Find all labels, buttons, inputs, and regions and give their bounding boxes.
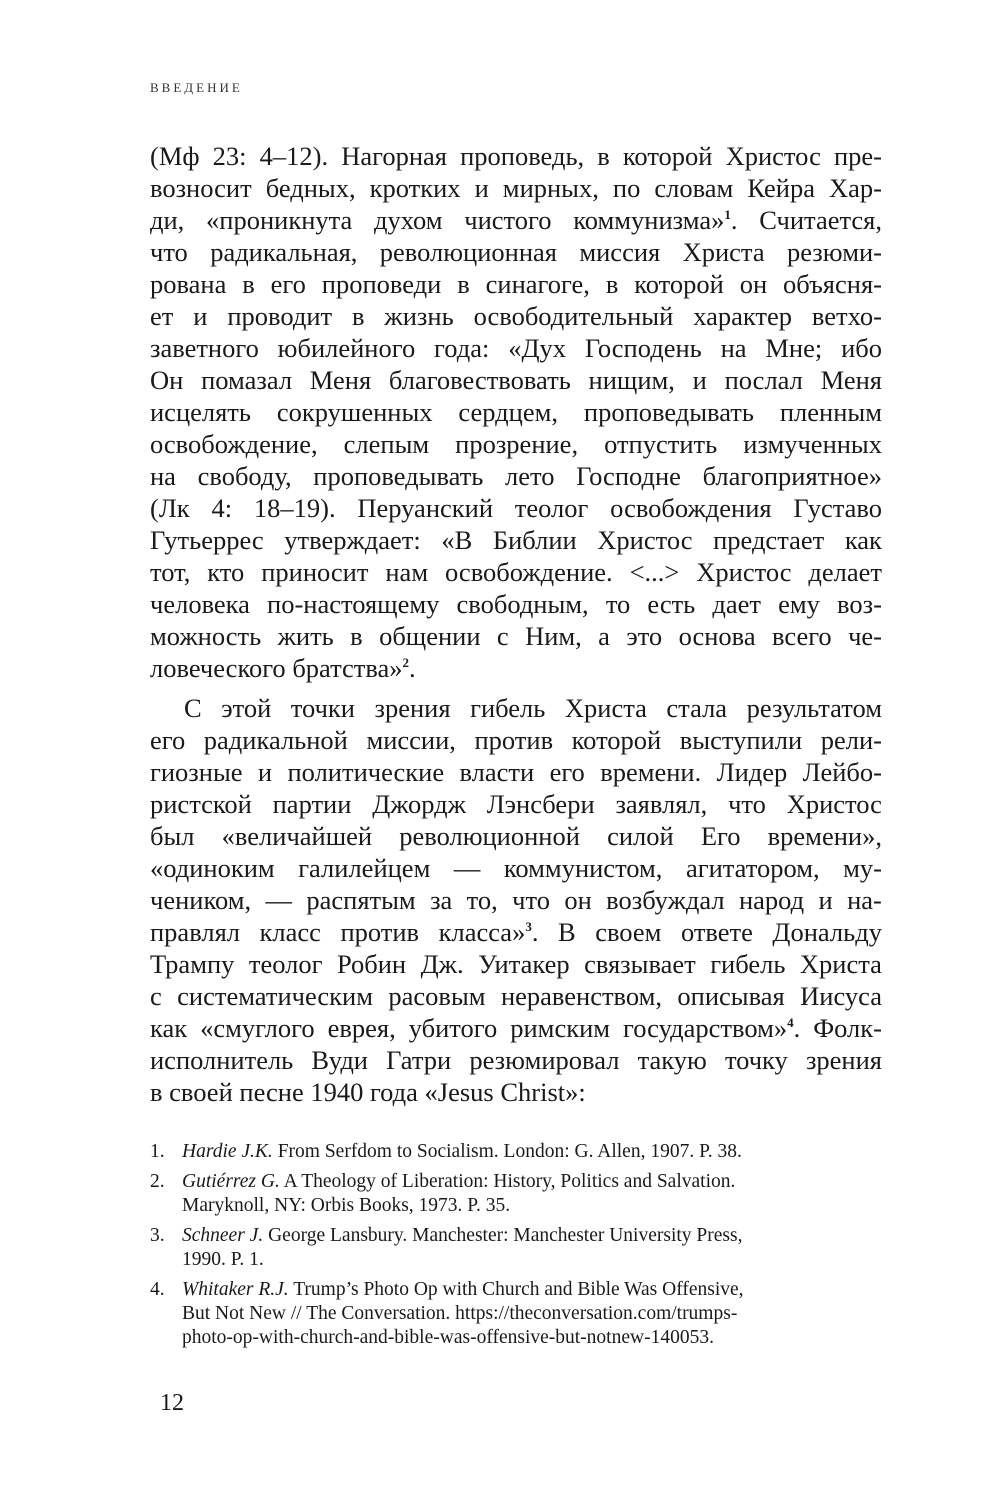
text-line: на свободу, проповедывать лето Господне благоприятное» bbox=[150, 461, 882, 491]
text-line: был «величайшей революционной силой Его времени», bbox=[150, 821, 882, 851]
footnote-line bbox=[182, 1302, 882, 1326]
text-line: правлял класс против класса»$^3$. В своем ответе Дональду bbox=[150, 917, 882, 947]
footnote-number: 2. bbox=[150, 1171, 165, 1192]
footnote bbox=[150, 1140, 882, 1164]
footnote bbox=[150, 1278, 882, 1350]
text-line: Он помазал Меня благовествовать нищим, и послал Меня bbox=[150, 365, 882, 395]
text-line: рована в его проповеди в синагоге, в которой он объясня- bbox=[150, 269, 882, 299]
text-line: можность жить в общении с Ним, а это основа всего че- bbox=[150, 621, 882, 651]
text-line: освобождение, слепым прозрение, отпустить измученных bbox=[150, 429, 882, 459]
text-line: что радикальная, революционная миссия Христа резюми- bbox=[150, 237, 882, 267]
main-text bbox=[150, 140, 882, 1108]
footnote-line bbox=[182, 1248, 882, 1272]
footnote-author: Whitaker R.J. bbox=[182, 1279, 289, 1300]
text-line: тот, кто приносит нам освобождение. <...> Христос делает bbox=[150, 557, 882, 587]
footnote bbox=[150, 1224, 882, 1272]
text-line: ди, «проникнута духом чистого коммунизма»$^1$. Считается, bbox=[150, 205, 882, 235]
footnote-text: photo-op-with-church-and-bible-was-offensive-but-notnew-140053. bbox=[182, 1327, 714, 1348]
footnote-text: Trump’s Photo Op with Church and Bible Was Offensive, bbox=[288, 1279, 744, 1300]
footnote-line bbox=[182, 1140, 882, 1164]
footnote-line bbox=[182, 1278, 882, 1302]
footnote-line bbox=[182, 1194, 882, 1218]
footnote-author: Schneer J. bbox=[182, 1225, 264, 1246]
text-line: ристской партии Джордж Лэнсбери заявлял, что Христос bbox=[150, 789, 882, 819]
footnote-line bbox=[182, 1170, 882, 1194]
text-line: в своей песне 1940 года «Jesus Christ»: bbox=[150, 1077, 586, 1107]
footnote-author: Gutiérrez G. bbox=[182, 1171, 280, 1192]
page-number: 12 bbox=[160, 1390, 184, 1416]
text-line: «одиноким галилейцем — коммунистом, агитатором, му- bbox=[150, 853, 882, 883]
text-line: с систематическим расовым неравенством, описывая Иисуса bbox=[150, 981, 882, 1011]
text-line: (Лк 4: 18–19). Перуанский теолог освобождения Густаво bbox=[150, 493, 882, 523]
footnote-number: 4. bbox=[150, 1279, 165, 1300]
paragraph bbox=[150, 140, 882, 684]
text-line: ловеческого братства»$^2$. bbox=[150, 653, 416, 683]
text-line: ет и проводит в жизнь освободительный характер ветхо- bbox=[150, 301, 882, 331]
footnote-number: 3. bbox=[150, 1225, 165, 1246]
footnote-text: But Not New // The Conversation. https://theconversation.com/trumps- bbox=[182, 1303, 738, 1324]
text-line: исцелять сокрушенных сердцем, проповедывать пленным bbox=[150, 397, 882, 427]
footnote-author: Hardie J.K. bbox=[182, 1141, 273, 1162]
text-line: как «смуглого еврея, убитого римским государством»$^4$. Фолк- bbox=[150, 1013, 882, 1043]
footnote-text: Maryknoll, NY: Orbis Books, 1973. P. 35. bbox=[182, 1195, 511, 1216]
footnote-text: From Serfdom to Socialism. London: G. Allen, 1907. P. 38. bbox=[272, 1141, 742, 1162]
text-line: возносит бедных, кротких и мирных, по словам Кейра Хар- bbox=[150, 173, 882, 203]
text-line: его радикальной миссии, против которой выступили рели- bbox=[150, 725, 882, 755]
text-line: (Мф 23: 4–12). Нагорная проповедь, в которой Христос пре- bbox=[150, 141, 882, 171]
footnote-text: 1990. P. 1. bbox=[182, 1249, 264, 1270]
text-line: заветного юбилейного года: «Дух Господень на Мне; ибо bbox=[150, 333, 882, 363]
footnote-line bbox=[182, 1326, 882, 1350]
footnote-line bbox=[182, 1224, 882, 1248]
footnote-text: George Lansbury. Manchester: Manchester University Press, bbox=[263, 1225, 743, 1246]
text-line: Трампу теолог Робин Дж. Уитакер связывает гибель Христа bbox=[150, 949, 882, 979]
paragraph bbox=[150, 692, 882, 1108]
running-header: ВВЕДЕНИЕ bbox=[150, 80, 243, 95]
footnote bbox=[150, 1170, 882, 1218]
text-line: человека по-настоящему свободным, то есть дает ему воз- bbox=[150, 589, 882, 619]
footnote-number: 1. bbox=[150, 1141, 165, 1162]
text-line: чеником, — распятым за то, что он возбуждал народ и на- bbox=[150, 885, 882, 915]
text-line: исполнитель Вуди Гатри резюмировал такую точку зрения bbox=[150, 1045, 882, 1075]
footnote-text: A Theology of Liberation: History, Politics and Salvation. bbox=[279, 1171, 736, 1192]
text-line: С этой точки зрения гибель Христа стала результатом bbox=[184, 693, 882, 723]
footnotes bbox=[150, 1140, 882, 1356]
text-line: Гутьеррес утверждает: «В Библии Христос предстает как bbox=[150, 525, 882, 555]
text-line: гиозные и политические власти его времени. Лидер Лейбо- bbox=[150, 757, 882, 787]
